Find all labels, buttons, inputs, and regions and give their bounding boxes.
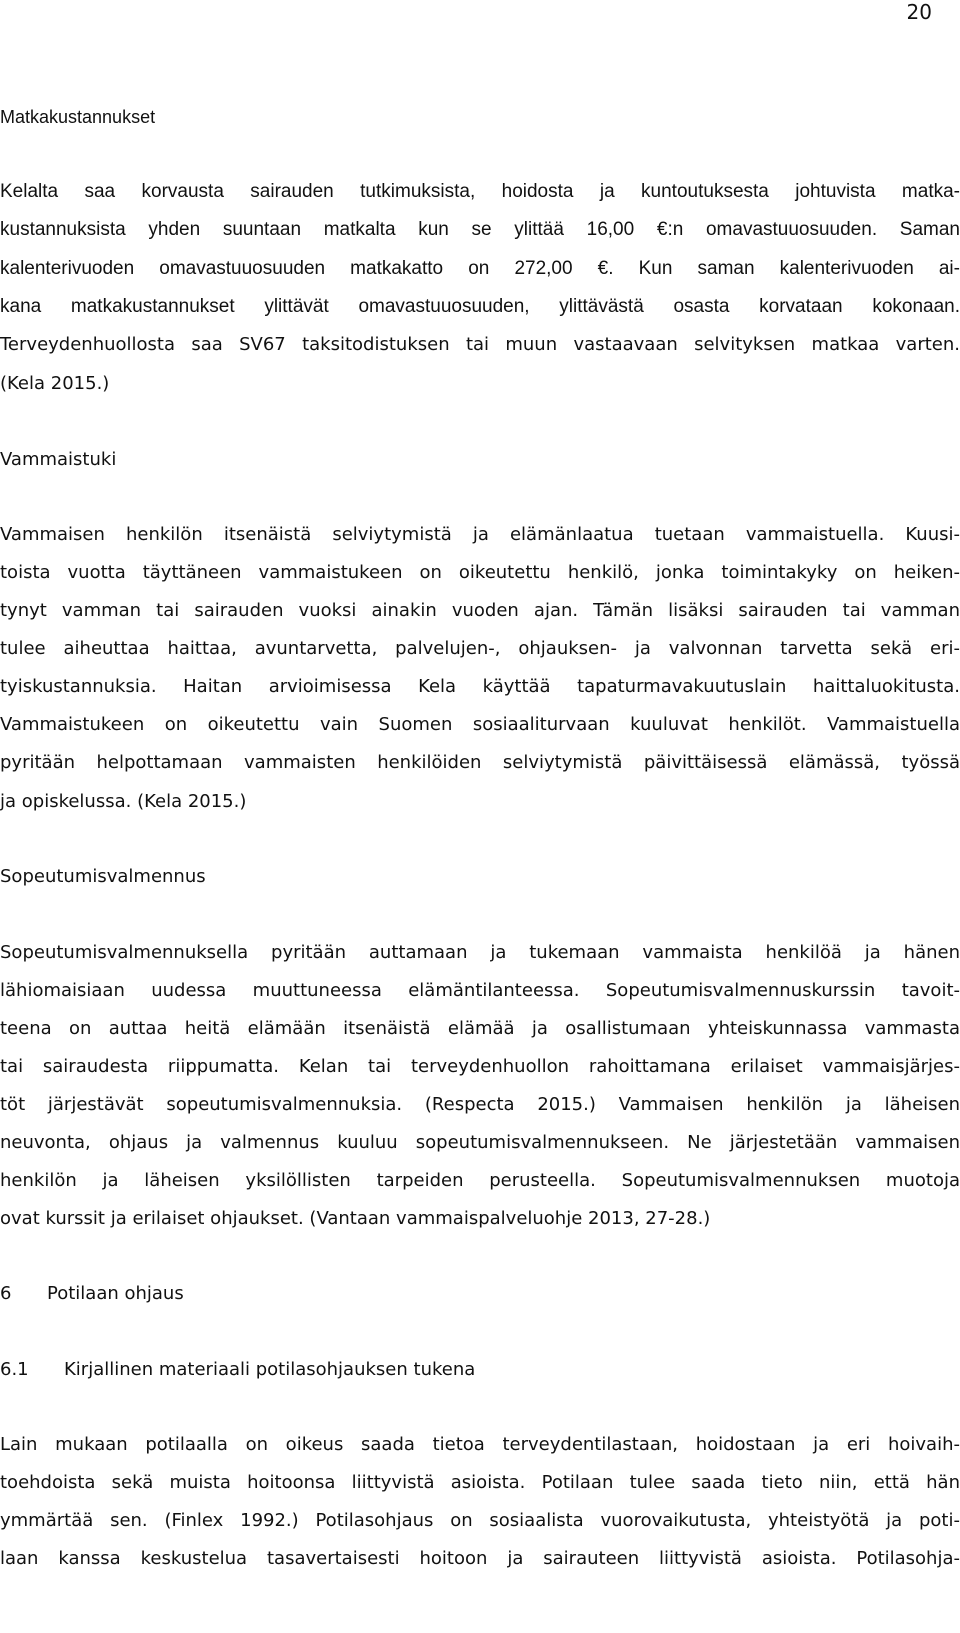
paragraph-line: laan kanssa keskustelua tasavertaisesti hoitoon ja sairauteen liittyvistä asioista. Potilasohja- — [0, 1548, 960, 1569]
paragraph-line: teena on auttaa heitä elämään itsenäistä elämää ja osallistumaan yhteiskunnassa vammasta — [0, 1018, 960, 1039]
chapter-heading: Potilaan ohjaus — [47, 1283, 184, 1304]
paragraph-line: Kelalta saa korvausta sairauden tutkimuksista, hoidosta ja kuntoutuksesta johtuvista matka- — [0, 181, 960, 202]
subsection-heading: Kirjallinen materiaali potilasohjauksen tukena — [64, 1359, 476, 1380]
paragraph-line: Lain mukaan potilaalla on oikeus saada tietoa terveydentilastaan, hoidostaan ja eri hoivaih- — [0, 1434, 960, 1455]
paragraph-line: ymmärtää sen. (Finlex 1992.) Potilasohjaus on sosiaalista vuorovaikutusta, yhteistyötä ja poti- — [0, 1510, 960, 1531]
section-heading-matkakustannukset: Matkakustannukset — [0, 107, 156, 127]
paragraph-line: tynyt vamman tai sairauden vuoksi ainakin vuoden ajan. Tämän lisäksi sairauden tai vamman — [0, 600, 960, 621]
paragraph-line: tulee aiheuttaa haittaa, avuntarvetta, palvelujen-, ohjauksen- ja valvonnan tarvetta sekä eri- — [0, 638, 960, 659]
paragraph-line: (Kela 2015.) — [0, 373, 110, 394]
section-heading-sopeutumisvalmennus: Sopeutumisvalmennus — [0, 866, 206, 887]
paragraph-line: Vammaisen henkilön itsenäistä selviytymistä ja elämänlaatua tuetaan vammaistuella. Kuusi- — [0, 524, 960, 545]
paragraph-line: kustannuksista yhden suuntaan matkalta kun se ylittää 16,00 €:n omavastuuosuuden. Saman — [0, 219, 960, 240]
paragraph-line: lähiomaisiaan uudessa muuttuneessa elämäntilanteessa. Sopeutumisvalmennuskurssin tavoit- — [0, 980, 960, 1001]
paragraph-line: ovat kurssit ja erilaiset ohjaukset. (Vantaan vammaispalveluohje 2013, 27-28.) — [0, 1208, 711, 1229]
paragraph-line: töt järjestävät sopeutumisvalmennuksia. (Respecta 2015.) Vammaisen henkilön ja läheisen — [0, 1094, 960, 1115]
paragraph-line: pyritään helpottamaan vammaisten henkilöiden selviytymistä päivittäisessä elämässä, työssä — [0, 752, 960, 773]
paragraph-line: ja opiskelussa. (Kela 2015.) — [0, 791, 247, 812]
paragraph-line: Terveydenhuollosta saa SV67 taksitodistuksen tai muun vastaavaan selvityksen matkaa varten. — [0, 334, 960, 355]
paragraph-line: toista vuotta täyttäneen vammaistukeen on oikeutettu henkilö, jonka toimintakyky on heiken- — [0, 562, 960, 583]
paragraph-line: tai sairaudesta riippumatta. Kelan tai terveydenhuollon rahoittamana erilaiset vammaisjärjes- — [0, 1056, 960, 1077]
paragraph-line: Sopeutumisvalmennuksella pyritään auttamaan ja tukemaan vammaista henkilöä ja hänen — [0, 942, 960, 963]
paragraph-line: toehdoista sekä muista hoitoonsa liittyvistä asioista. Potilaan tulee saada tieto niin, että hän — [0, 1472, 960, 1493]
paragraph-line: neuvonta, ohjaus ja valmennus kuuluu sopeutumisvalmennukseen. Ne järjestetään vammaisen — [0, 1132, 960, 1153]
paragraph-line: Vammaistukeen on oikeutettu vain Suomen sosiaaliturvaan kuuluvat henkilöt. Vammaistuella — [0, 714, 960, 735]
paragraph-line: kana matkakustannukset ylittävät omavastuuosuuden, ylittävästä osasta korvataan kokonaan. — [0, 296, 960, 317]
subsection-number: 6.1 — [0, 1359, 29, 1380]
page-number: 20 — [906, 0, 932, 24]
chapter-number: 6 — [0, 1283, 12, 1304]
paragraph-line: tyiskustannuksia. Haitan arvioimisessa Kela käyttää tapaturmavakuutuslain haittaluokitusta. — [0, 676, 960, 697]
paragraph-line: henkilön ja läheisen yksilöllisten tarpeiden perusteella. Sopeutumisvalmennuksen muotoja — [0, 1170, 960, 1191]
paragraph-line: kalenterivuoden omavastuuosuuden matkakatto on 272,00 €. Kun saman kalenterivuoden ai- — [0, 258, 960, 279]
section-heading-vammaistuki: Vammaistuki — [0, 449, 117, 470]
